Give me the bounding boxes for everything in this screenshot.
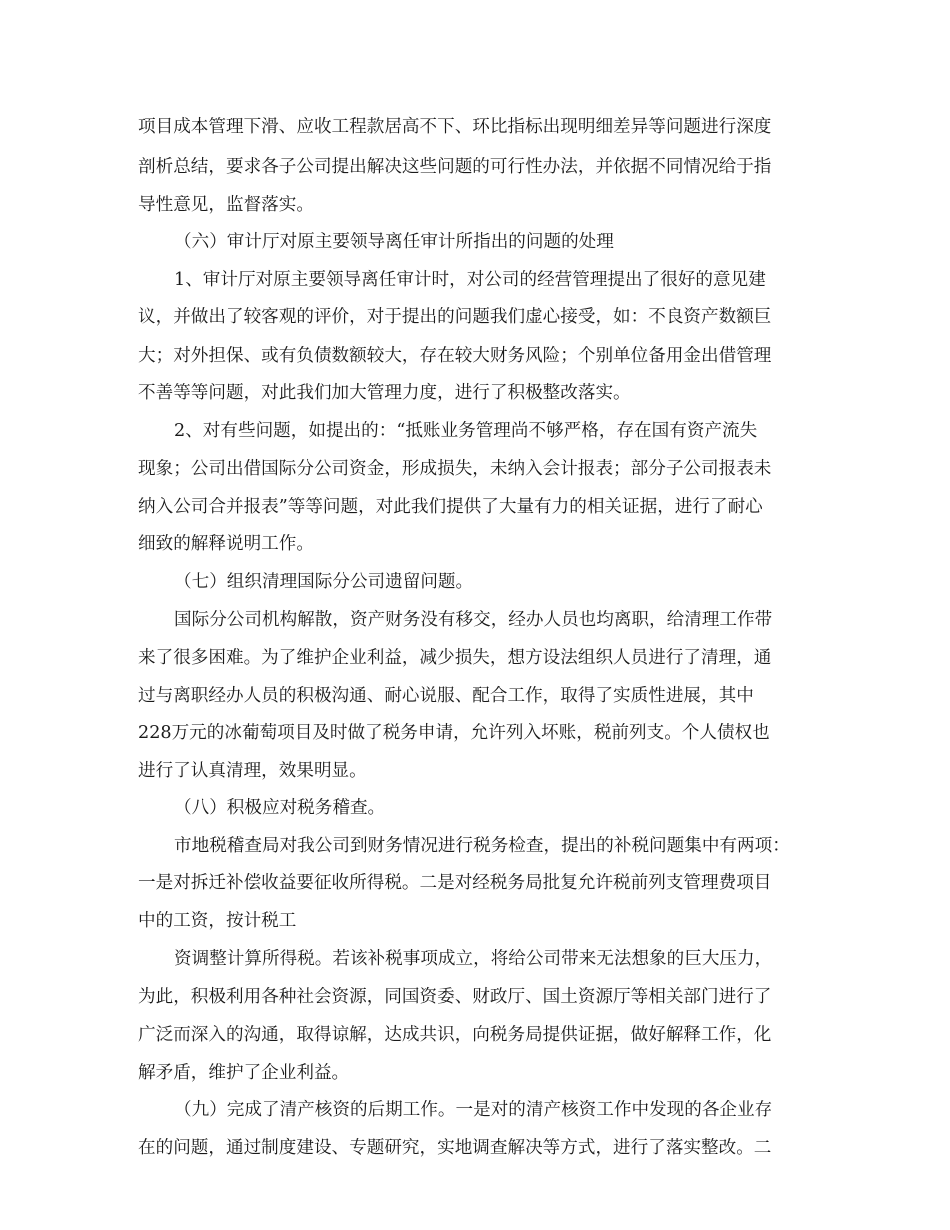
section-heading: （八）积极应对税务稽查。: [174, 798, 386, 818]
text-line: 来了很多困难。为了维护企业利益，减少损失，想方设法组织人员进行了清理，通: [138, 648, 772, 668]
text-line: 不善等等问题，对此我们加大管理力度，进行了积极整改落实。: [138, 383, 631, 403]
text-line: 大；对外担保、或有负债数额较大，存在较大财务风险；个别单位备用金出借管理: [138, 346, 772, 366]
text-line: 2、对有些问题，如提出的：“抵账业务管理尚不够严格，存在国有资产流失: [174, 421, 758, 441]
text-line: 细致的解释说明工作。: [138, 534, 314, 554]
text-line: 国际分公司机构解散，资产财务没有移交，经办人员也均离职，给清理工作带: [174, 610, 773, 630]
text-line: 纳入公司合并报表”等等问题，对此我们提供了大量有力的相关证据，进行了耐心: [138, 497, 763, 517]
text-line: 广泛而深入的沟通，取得谅解，达成共识，向税务局提供证据，做好解释工作，化: [138, 1025, 772, 1045]
text-line: 导性意见，监督落实。: [138, 195, 314, 215]
text-line: 项目成本管理下滑、应收工程款居高不下、环比指标出现明细差异等问题进行深度: [138, 117, 772, 137]
text-line: 资调整计算所得税。若该补税事项成立，将给公司带来无法想象的巨大压力，: [174, 949, 773, 969]
text-line: 中的工资，按计税工: [138, 911, 297, 931]
text-line: 在的问题，通过制度建设、专题研究，实地调查解决等方式，进行了落实整改。二: [138, 1138, 772, 1158]
section-heading: （九）完成了清产核资的后期工作。一是对的清产核资工作中发现的各企业存: [174, 1100, 773, 1120]
text-line: 进行了认真清理，效果明显。: [138, 761, 367, 781]
section-heading: （七）组织清理国际分公司遗留问题。: [174, 572, 474, 592]
text-line: 现象；公司出借国际分公司资金，形成损失，未纳入会计报表；部分子公司报表未: [138, 459, 772, 479]
text-line: 剖析总结，要求各子公司提出解决这些问题的可行性办法，并依据不同情况给于指: [138, 157, 772, 177]
text-line: 议，并做出了较客观的评价，对于提出的问题我们虚心接受，如：不良资产数额巨: [138, 307, 772, 327]
text-line: 为此，积极利用各种社会资源，同国资委、财政厅、国土资源厅等相关部门进行了: [138, 987, 772, 1007]
text-line: 228万元的冰葡萄项目及时做了税务申请，允许列入坏账，税前列支。个人债权也: [138, 723, 770, 743]
text-line: 市地税稽查局对我公司到财务情况进行税务检查，提出的补税问题集中有两项：: [174, 836, 790, 856]
text-line: 一是对拆迁补偿收益要征收所得税。二是对经税务局批复允许税前列支管理费项目: [138, 873, 772, 893]
section-heading: （六）审计厅对原主要领导离任审计所指出的问题的处理: [174, 232, 614, 252]
text-line: 过与离职经办人员的积极沟通、耐心说服、配合工作，取得了实质性进展，其中: [138, 686, 754, 706]
text-line: 解矛盾，维护了企业利益。: [138, 1063, 350, 1083]
text-line: 1、审计厅对原主要领导离任审计时，对公司的经营管理提出了很好的意见建: [174, 270, 766, 290]
